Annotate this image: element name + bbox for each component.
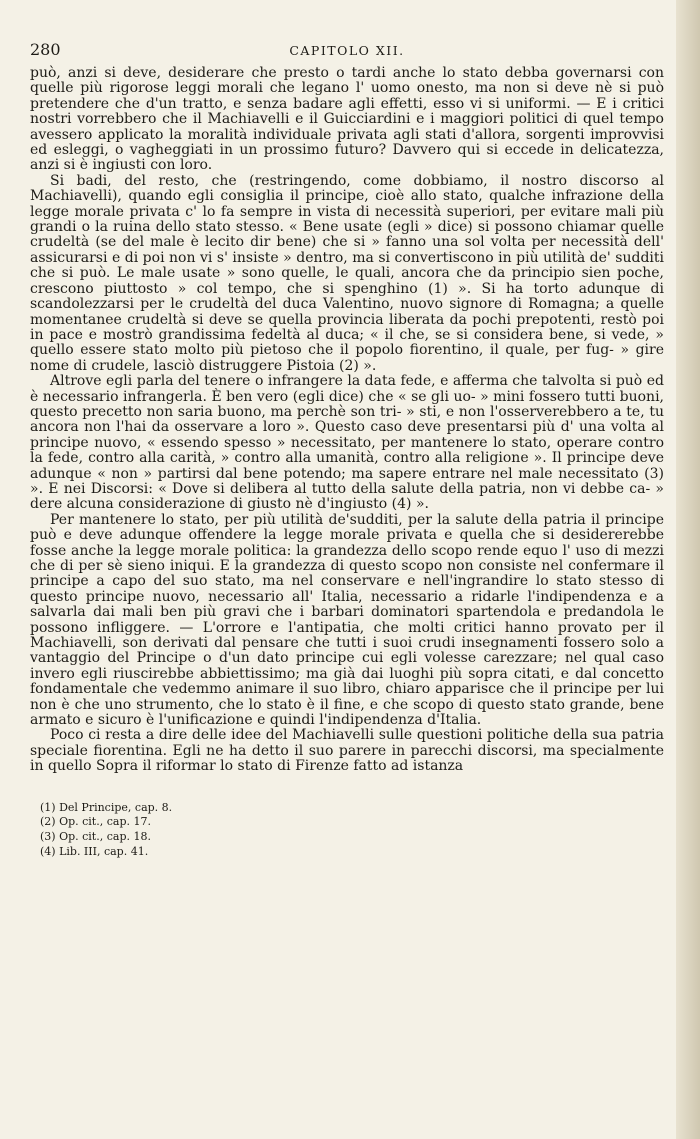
paragraph: Per mantenere lo stato, per più utilità de'sudditi, per la salute della patria il principe può e deve adunque offendere la legge morale privata e quella che si desidererebbe fosse anche la legge morale politica: la grandezza dello scopo rende equo l' uso di mezzi che di per sè sieno iniqui. E la grandezza di questo scopo non consiste nel confermare il principe a capo del suo stato, ma nel conservare e nell'ingrandire lo stato stesso di questo principe nuovo, necessario all' Italia, necessario a ridarle l'indipendenza e a salvarla dai mali ben più gravi che i barbari dominatori spartendola e predandola le possono infliggere. — L'orrore e l'antipatia, che molti critici hanno provato per il Machiavelli, son derivati dal pensare che tutti i suoi crudi insegnamenti fossero solo a vantaggio del Principe o d'un dato principe cui egli volesse carezzare; nel qual caso invero egli riuscirebbe abbiettissimo; ma già dai luoghi più sopra citati, e dal concetto fondamentale che vedemmo animare il suo libro, chiaro apparisce che il principe per lui non è che uno strumento, che lo stato è il fine, e che scopo di questo stato grande, bene armato e sicuro è l'unificazione e quindi l'indipendenza d'Italia. [30, 511, 664, 729]
footnote: (1) Del Principe, cap. 8. [40, 800, 173, 814]
page-number: 280 [30, 40, 61, 59]
running-head: CAPITOLO XII. [289, 43, 405, 58]
paragraph: Altrove egli parla del tenere o infrangere la data fede, e afferma che talvolta si può ed è necessario infrangerla. È ben vero (egli dice) che « se gli uo- » mini fossero tutti buoni, questo precetto non saria buono, ma perchè son tri- » sti, e non l'osserverebbero a te, tu ancora non l'hai da osservare a loro ». Questo caso deve presentarsi più d' una volta al principe nuovo, « essendo spesso » necessitato, per mantenere lo stato, operare contro la fede, contro alla carità, » contro alla umanità, contro alla religione ». Il principe deve adunque « non » partirsi dal bene potendo; ma sapere entrare nel male necessitato (3) ». E nei Discorsi: « Dove si delibera al tutto della salute della patria, non vi debbe ca- » dere alcuna considerazione di giusto nè d'ingiusto (4) ». [30, 373, 664, 513]
paragraph: Si badi, del resto, che (restringendo, come dobbiamo, il nostro discorso al Machiavelli), quando egli consiglia il principe, cioè allo stato, qualche infrazione della legge morale privata c' lo fa sempre in vista di necessità superiori, per evitare mali più grandi o la ruina dello stato stesso. « Bene usate (egli » dice) si possono chiamar quelle crudeltà (se del male è lecito dir bene) che si » fanno una sol volta per necessità dell' assicurarsi e di poi non vi s' insiste » dentro, ma si convertiscono in più utilità de' sudditi che si può. Le male usate » sono quelle, le quali, ancora che da principio sien poche, crescono piuttosto » col tempo, che si spenghino (1) ». Si ha torto adunque di scandolezzarsi per le crudeltà del duca Valentino, nuovo signore di Romagna; a quelle momentanee crudeltà si deve se quella provincia liberata da pochi prepotenti, restò poi in pace e mostrò grandissima fedeltà al duca; « il che, se si considera bene, si vede, » quello essere stato molto più pietoso che il popolo fiorentino, il quale, per fug- » gire nome di crudele, lasciò distruggere Pistoia (2) ». [30, 172, 664, 374]
book-page [30, 40, 664, 860]
paragraph: Poco ci resta a dire delle idee del Machiavelli sulle questioni politiche della sua patria speciale fiorentina. Egli ne ha detto il suo parere in parecchi discorsi, ma specialmente in quello Sopra il riformar lo stato di Firenze fatto ad istanza [30, 727, 664, 775]
paragraph: può, anzi si deve, desiderare che presto o tardi anche lo stato debba governarsi con quelle più rigorose leggi morali che legano l' uomo onesto, ma non si deve nè si può pretendere che d'un tratto, e senza badare agli effetti, esso vi si uniformi. — E i critici nostri vorrebbero che il Machiavelli e il Guicciardini e i maggiori politici di quel tempo avessero applicato la moralità individuale privata agli stati d'allora, sorgenti improvvisi ed esleggi, o vagheggiati in un prossimo futuro? Davvero qui si eccede in delicatezza, anzi si è ingiusti con loro. [30, 65, 664, 174]
body-text [30, 66, 664, 775]
page-edge [676, 0, 700, 1139]
footnote: (3) Op. cit., cap. 18. [40, 830, 151, 844]
footnote: (4) Lib. III, cap. 41. [40, 845, 149, 859]
page-header [30, 40, 664, 66]
footnote: (2) Op. cit., cap. 17. [40, 815, 151, 829]
footnotes [30, 801, 664, 860]
